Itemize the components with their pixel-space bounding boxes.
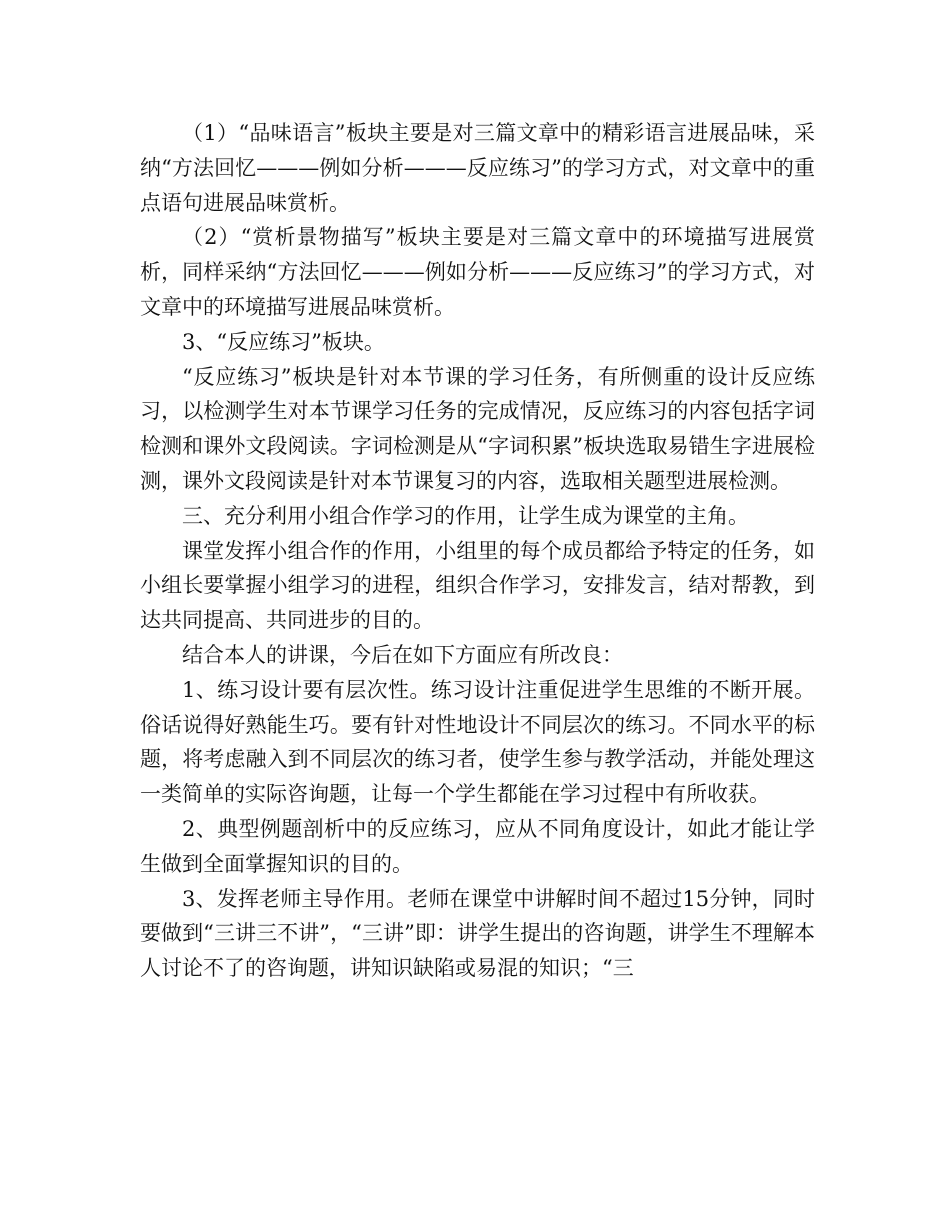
paragraph-heading-fanying-lianxi: 3、“反应练习”板块。 xyxy=(182,329,385,354)
paragraph-shangxi-jingwu: （2）“赏析景物描写”板块主要是对三篇文章中的环境描写进展赏析，同样采纳“方法回忆———例如分析———反应练习”的学习方式，对文章中的环境描写进展品味赏析。 xyxy=(140,225,815,319)
paragraph-gailiang-2: 2、典型例题剖析中的反应练习，应从不同角度设计，如此才能让学生做到全面掌握知识的目的。 xyxy=(140,816,815,876)
paragraph-gailiang-intro: 结合本人的讲课，今后在如下方面应有所改良： xyxy=(182,642,623,667)
document-body xyxy=(140,116,815,986)
paragraph-xiaozu-hezuo-detail: 课堂发挥小组合作的作用，小组里的每个成员都给予特定的任务，如小组长要掌握小组学习的进程，组织合作学习，安排发言，结对帮教，到达共同提高、共同进步的目的。 xyxy=(140,538,815,633)
paragraph-gailiang-1: 1、练习设计要有层次性。练习设计注重促进学生思维的不断开展。俗话说得好熟能生巧。要有针对性地设计不同层次的练习。不同水平的标题，将考虑融入到不同层次的练习者，使学生参与教学活动，并能处理这一类简单的实际咨询题，让每一个学生都能在学习过程中有所收获。 xyxy=(140,677,815,807)
paragraph-gailiang-3: 3、发挥老师主导作用。老师在课堂中讲解时间不超过15分钟，同时要做到“三讲三不讲”，“三讲”即：讲学生提出的咨询题，讲学生不理解本人讨论不了的咨询题，讲知识缺陷或易混的知识；“三 xyxy=(140,886,815,981)
paragraph-fanying-lianxi-detail: “反应练习”板块是针对本节课的学习任务，有所侧重的设计反应练习，以检测学生对本节课学习任务的完成情况，反应练习的内容包括字词检测和课外文段阅读。字词检测是从“字词积累”板块选取易错生字进展检测，课外文段阅读是针对本节课复习的内容，选取相关题型进展检测。 xyxy=(140,364,815,493)
paragraph-pinwei-yuyan: （1）“品味语言”板块主要是对三篇文章中的精彩语言进展品味，采纳“方法回忆———例如分析———反应练习”的学习方式，对文章中的重点语句进展品味赏析。 xyxy=(140,121,815,215)
paragraph-heading-xiaozu-hezuo: 三、充分利用小组合作学习的作用，让学生成为课堂的主角。 xyxy=(182,503,749,528)
